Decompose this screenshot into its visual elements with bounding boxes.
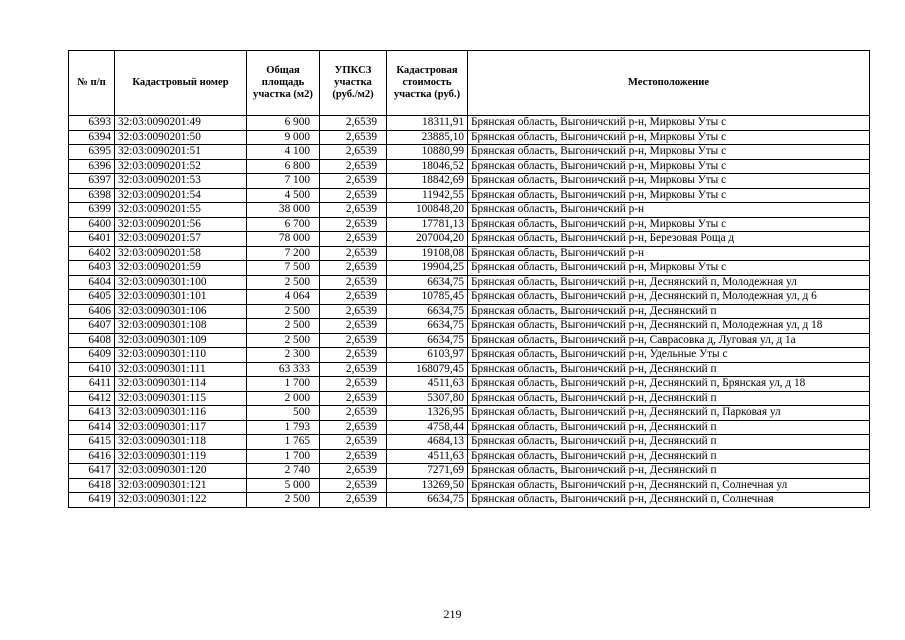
- cell-location: Брянская область, Выгоничский р-н, Удельные Уты с: [468, 348, 870, 363]
- cell-cadastral-number: 32:03:0090301:100: [115, 275, 247, 290]
- cell-cadastral-number: 32:03:0090301:122: [115, 493, 247, 508]
- cell-cadastral-cost: 19108,08: [387, 246, 468, 261]
- table-row: [69, 478, 870, 493]
- cell-area: 2 500: [247, 304, 320, 319]
- cell-cadastral-cost: 6634,75: [387, 275, 468, 290]
- cell-cadastral-cost: 19904,25: [387, 261, 468, 276]
- table-row: [69, 130, 870, 145]
- table-row: [69, 449, 870, 464]
- cell-cadastral-number: 32:03:0090301:111: [115, 362, 247, 377]
- cell-location: Брянская область, Выгоничский р-н, Мирковы Уты с: [468, 145, 870, 160]
- cell-cadastral-cost: 17781,13: [387, 217, 468, 232]
- cell-upksz: 2,6539: [320, 246, 387, 261]
- cell-location: Брянская область, Выгоничский р-н, Березовая Роща д: [468, 232, 870, 247]
- header-location: Местоположение: [468, 51, 870, 116]
- cell-cadastral-number: 32:03:0090301:110: [115, 348, 247, 363]
- cell-location: Брянская область, Выгоничский р-н, Саврасовка д, Луговая ул, д 1а: [468, 333, 870, 348]
- cell-area: 2 500: [247, 493, 320, 508]
- cell-upksz: 2,6539: [320, 145, 387, 160]
- cell-num: 6402: [69, 246, 115, 261]
- cell-cadastral-number: 32:03:0090201:51: [115, 145, 247, 160]
- table-row: [69, 188, 870, 203]
- cell-cadastral-cost: 1326,95: [387, 406, 468, 421]
- cell-upksz: 2,6539: [320, 333, 387, 348]
- cell-upksz: 2,6539: [320, 203, 387, 218]
- cell-num: 6416: [69, 449, 115, 464]
- cell-cadastral-number: 32:03:0090201:59: [115, 261, 247, 276]
- cell-location: Брянская область, Выгоничский р-н, Деснянский п: [468, 435, 870, 450]
- cell-cadastral-cost: 100848,20: [387, 203, 468, 218]
- cell-location: Брянская область, Выгоничский р-н, Деснянский п: [468, 391, 870, 406]
- cell-area: 78 000: [247, 232, 320, 247]
- cell-cadastral-number: 32:03:0090301:108: [115, 319, 247, 334]
- table-row: [69, 246, 870, 261]
- cell-area: 2 500: [247, 333, 320, 348]
- cell-location: Брянская область, Выгоничский р-н, Деснянский п: [468, 304, 870, 319]
- cell-upksz: 2,6539: [320, 275, 387, 290]
- table-row: [69, 275, 870, 290]
- cell-upksz: 2,6539: [320, 362, 387, 377]
- cell-upksz: 2,6539: [320, 116, 387, 131]
- cell-area: 1 700: [247, 377, 320, 392]
- cell-num: 6405: [69, 290, 115, 305]
- cell-area: 4 500: [247, 188, 320, 203]
- cell-upksz: 2,6539: [320, 464, 387, 479]
- table-row: [69, 203, 870, 218]
- cell-location: Брянская область, Выгоничский р-н, Деснянский п: [468, 362, 870, 377]
- cell-area: 2 500: [247, 275, 320, 290]
- cell-cadastral-cost: 18311,91: [387, 116, 468, 131]
- cadastral-registry-table: [68, 50, 870, 508]
- cell-num: 6417: [69, 464, 115, 479]
- cell-area: 1 765: [247, 435, 320, 450]
- cell-cadastral-cost: 4511,63: [387, 377, 468, 392]
- cell-num: 6395: [69, 145, 115, 160]
- cell-area: 2 000: [247, 391, 320, 406]
- cell-num: 6412: [69, 391, 115, 406]
- cell-location: Брянская область, Выгоничский р-н, Мирковы Уты с: [468, 217, 870, 232]
- cell-location: Брянская область, Выгоничский р-н, Деснянский п, Солнечная ул: [468, 478, 870, 493]
- cell-cadastral-number: 32:03:0090301:117: [115, 420, 247, 435]
- cell-upksz: 2,6539: [320, 174, 387, 189]
- cell-area: 6 700: [247, 217, 320, 232]
- cell-cadastral-cost: 6634,75: [387, 493, 468, 508]
- cell-num: 6398: [69, 188, 115, 203]
- cell-location: Брянская область, Выгоничский р-н, Деснянский п, Молодежная ул, д 18: [468, 319, 870, 334]
- cell-location: Брянская область, Выгоничский р-н, Мирковы Уты с: [468, 130, 870, 145]
- cell-cadastral-number: 32:03:0090301:101: [115, 290, 247, 305]
- cell-cadastral-cost: 13269,50: [387, 478, 468, 493]
- cell-cadastral-number: 32:03:0090301:109: [115, 333, 247, 348]
- cell-num: 6399: [69, 203, 115, 218]
- cell-area: 7 500: [247, 261, 320, 276]
- cell-area: 2 300: [247, 348, 320, 363]
- cell-cadastral-cost: 18046,52: [387, 159, 468, 174]
- cell-upksz: 2,6539: [320, 304, 387, 319]
- cell-cadastral-cost: 10785,45: [387, 290, 468, 305]
- cell-num: 6406: [69, 304, 115, 319]
- table-row: [69, 232, 870, 247]
- cell-upksz: 2,6539: [320, 493, 387, 508]
- cell-cadastral-cost: 4684,13: [387, 435, 468, 450]
- cell-upksz: 2,6539: [320, 348, 387, 363]
- cell-upksz: 2,6539: [320, 159, 387, 174]
- cell-num: 6414: [69, 420, 115, 435]
- cell-area: 4 100: [247, 145, 320, 160]
- cell-location: Брянская область, Выгоничский р-н, Деснянский п, Парковая ул: [468, 406, 870, 421]
- cell-area: 5 000: [247, 478, 320, 493]
- cell-area: 500: [247, 406, 320, 421]
- cell-num: 6407: [69, 319, 115, 334]
- table-row: [69, 391, 870, 406]
- cell-num: 6418: [69, 478, 115, 493]
- header-area: Общая площадь участка (м2): [247, 51, 320, 116]
- cell-location: Брянская область, Выгоничский р-н, Деснянский п, Солнечная: [468, 493, 870, 508]
- cell-area: 63 333: [247, 362, 320, 377]
- cell-cadastral-cost: 11942,55: [387, 188, 468, 203]
- cell-num: 6419: [69, 493, 115, 508]
- table-row: [69, 493, 870, 508]
- cell-cadastral-cost: 7271,69: [387, 464, 468, 479]
- cell-cadastral-number: 32:03:0090301:115: [115, 391, 247, 406]
- table-header-row: [69, 51, 870, 116]
- table-row: [69, 290, 870, 305]
- cell-cadastral-cost: 6634,75: [387, 333, 468, 348]
- cell-upksz: 2,6539: [320, 391, 387, 406]
- header-cadastral-number: Кадастровый номер: [115, 51, 247, 116]
- cell-upksz: 2,6539: [320, 449, 387, 464]
- cell-area: 6 800: [247, 159, 320, 174]
- cell-num: 6413: [69, 406, 115, 421]
- table-row: [69, 348, 870, 363]
- cell-upksz: 2,6539: [320, 130, 387, 145]
- cell-cadastral-number: 32:03:0090201:57: [115, 232, 247, 247]
- cell-upksz: 2,6539: [320, 435, 387, 450]
- cell-location: Брянская область, Выгоничский р-н, Деснянский п: [468, 420, 870, 435]
- page-number: 219: [443, 607, 462, 621]
- cell-upksz: 2,6539: [320, 377, 387, 392]
- cell-cadastral-cost: 4511,63: [387, 449, 468, 464]
- cell-location: Брянская область, Выгоничский р-н, Мирковы Уты с: [468, 116, 870, 131]
- table-row: [69, 362, 870, 377]
- cell-cadastral-number: 32:03:0090201:58: [115, 246, 247, 261]
- cell-area: 1 700: [247, 449, 320, 464]
- cell-location: Брянская область, Выгоничский р-н, Деснянский п, Молодежная ул, д 6: [468, 290, 870, 305]
- cell-num: 6408: [69, 333, 115, 348]
- cell-area: 2 740: [247, 464, 320, 479]
- cell-num: 6400: [69, 217, 115, 232]
- cell-location: Брянская область, Выгоничский р-н, Мирковы Уты с: [468, 159, 870, 174]
- cell-location: Брянская область, Выгоничский р-н: [468, 203, 870, 218]
- cell-cadastral-number: 32:03:0090201:49: [115, 116, 247, 131]
- cell-num: 6396: [69, 159, 115, 174]
- cell-area: 9 000: [247, 130, 320, 145]
- cell-cadastral-cost: 207004,20: [387, 232, 468, 247]
- cell-location: Брянская область, Выгоничский р-н, Деснянский п, Молодежная ул: [468, 275, 870, 290]
- cell-area: 7 200: [247, 246, 320, 261]
- cell-num: 6393: [69, 116, 115, 131]
- cell-cadastral-cost: 5307,80: [387, 391, 468, 406]
- cell-upksz: 2,6539: [320, 406, 387, 421]
- table-row: [69, 159, 870, 174]
- cell-cadastral-number: 32:03:0090201:53: [115, 174, 247, 189]
- header-cadastral-cost: Кадастровая стоимость участка (руб.): [387, 51, 468, 116]
- cell-upksz: 2,6539: [320, 290, 387, 305]
- header-num: № п/п: [69, 51, 115, 116]
- cell-area: 4 064: [247, 290, 320, 305]
- cell-cadastral-cost: 6634,75: [387, 319, 468, 334]
- cell-cadastral-cost: 4758,44: [387, 420, 468, 435]
- cell-num: 6411: [69, 377, 115, 392]
- cell-num: 6401: [69, 232, 115, 247]
- table-row: [69, 116, 870, 131]
- table-row: [69, 217, 870, 232]
- cell-num: 6397: [69, 174, 115, 189]
- table-row: [69, 145, 870, 160]
- cell-num: 6410: [69, 362, 115, 377]
- cell-cadastral-number: 32:03:0090301:119: [115, 449, 247, 464]
- cell-upksz: 2,6539: [320, 261, 387, 276]
- cell-cadastral-number: 32:03:0090201:55: [115, 203, 247, 218]
- cell-cadastral-cost: 6634,75: [387, 304, 468, 319]
- table-row: [69, 406, 870, 421]
- cell-location: Брянская область, Выгоничский р-н: [468, 246, 870, 261]
- cell-area: 1 793: [247, 420, 320, 435]
- cell-cadastral-cost: 23885,10: [387, 130, 468, 145]
- cell-cadastral-cost: 6103,97: [387, 348, 468, 363]
- cell-cadastral-cost: 18842,69: [387, 174, 468, 189]
- cell-upksz: 2,6539: [320, 478, 387, 493]
- cell-cadastral-number: 32:03:0090301:116: [115, 406, 247, 421]
- cell-location: Брянская область, Выгоничский р-н, Мирковы Уты с: [468, 261, 870, 276]
- cell-cadastral-number: 32:03:0090201:56: [115, 217, 247, 232]
- cell-location: Брянская область, Выгоничский р-н, Мирковы Уты с: [468, 188, 870, 203]
- cell-cadastral-number: 32:03:0090201:54: [115, 188, 247, 203]
- cell-upksz: 2,6539: [320, 217, 387, 232]
- table-row: [69, 261, 870, 276]
- cell-num: 6403: [69, 261, 115, 276]
- cell-cadastral-number: 32:03:0090201:52: [115, 159, 247, 174]
- cell-cadastral-number: 32:03:0090301:106: [115, 304, 247, 319]
- cell-area: 38 000: [247, 203, 320, 218]
- cell-location: Брянская область, Выгоничский р-н, Деснянский п, Брянская ул, д 18: [468, 377, 870, 392]
- cell-area: 2 500: [247, 319, 320, 334]
- cell-cadastral-number: 32:03:0090301:114: [115, 377, 247, 392]
- table-row: [69, 464, 870, 479]
- table-body: [69, 116, 870, 508]
- cell-num: 6409: [69, 348, 115, 363]
- cell-cadastral-number: 32:03:0090301:121: [115, 478, 247, 493]
- cell-upksz: 2,6539: [320, 232, 387, 247]
- cell-location: Брянская область, Выгоничский р-н, Деснянский п: [468, 449, 870, 464]
- cell-num: 6415: [69, 435, 115, 450]
- table-row: [69, 333, 870, 348]
- cell-cadastral-number: 32:03:0090301:118: [115, 435, 247, 450]
- cell-upksz: 2,6539: [320, 188, 387, 203]
- header-upksz: УПКСЗ участка (руб./м2): [320, 51, 387, 116]
- cell-cadastral-number: 32:03:0090301:120: [115, 464, 247, 479]
- table-row: [69, 435, 870, 450]
- cell-num: 6404: [69, 275, 115, 290]
- cell-location: Брянская область, Выгоничский р-н, Деснянский п: [468, 464, 870, 479]
- cell-area: 6 900: [247, 116, 320, 131]
- cell-area: 7 100: [247, 174, 320, 189]
- cell-cadastral-number: 32:03:0090201:50: [115, 130, 247, 145]
- table-row: [69, 420, 870, 435]
- table-row: [69, 319, 870, 334]
- cell-cadastral-cost: 168079,45: [387, 362, 468, 377]
- cell-upksz: 2,6539: [320, 319, 387, 334]
- table-row: [69, 377, 870, 392]
- cell-cadastral-cost: 10880,99: [387, 145, 468, 160]
- cell-num: 6394: [69, 130, 115, 145]
- cell-location: Брянская область, Выгоничский р-н, Мирковы Уты с: [468, 174, 870, 189]
- cell-upksz: 2,6539: [320, 420, 387, 435]
- table-row: [69, 174, 870, 189]
- table-row: [69, 304, 870, 319]
